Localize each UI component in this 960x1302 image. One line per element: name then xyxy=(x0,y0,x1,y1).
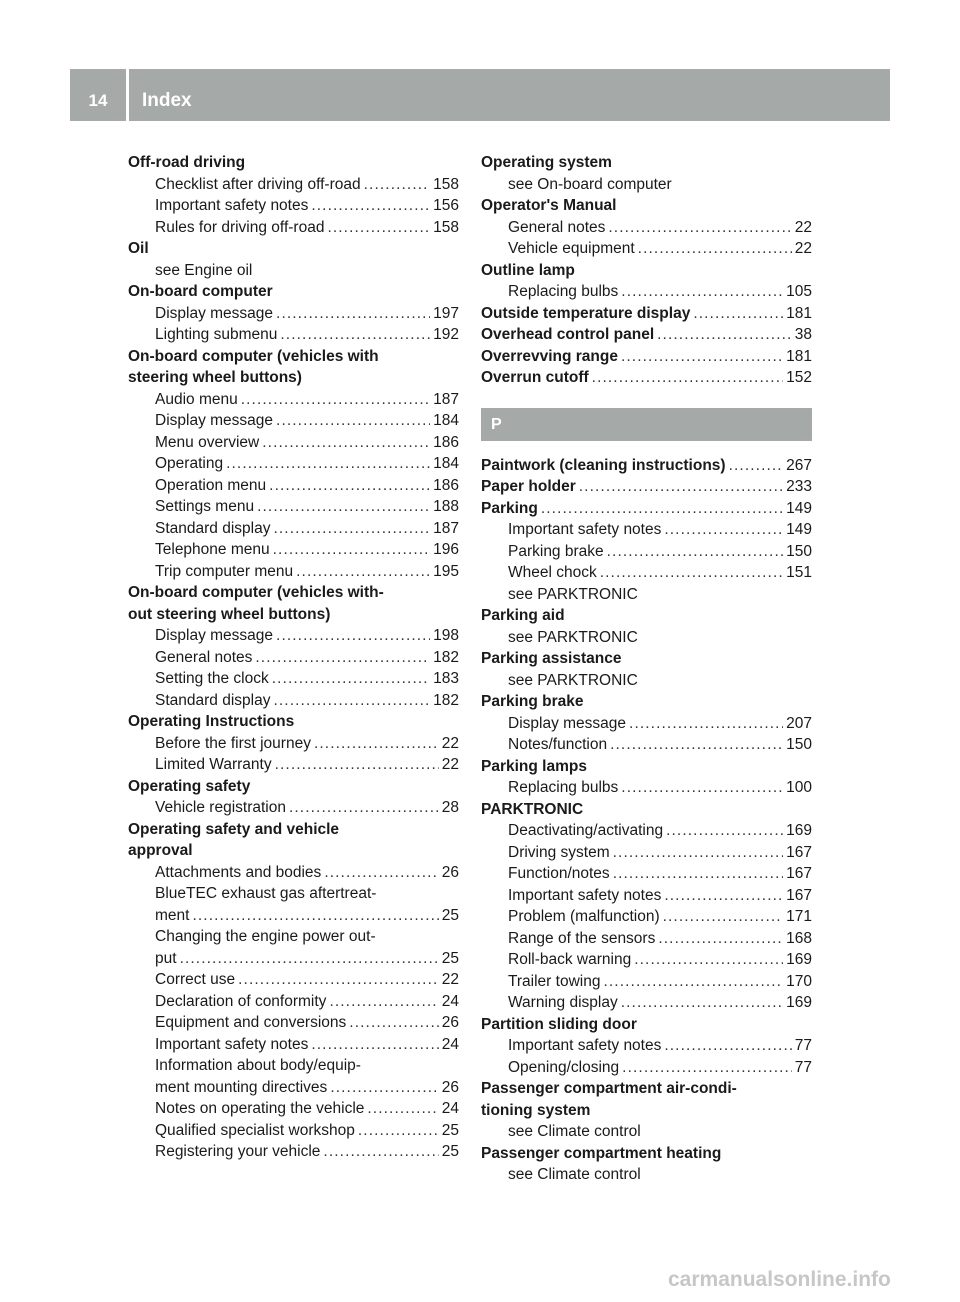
page-reference: 169 xyxy=(786,994,812,1011)
entry-label: General notes xyxy=(155,648,253,666)
dot-leader xyxy=(192,905,438,927)
index-entry xyxy=(481,885,812,907)
page-reference: 169 xyxy=(786,822,812,839)
dot-leader xyxy=(276,303,430,325)
dot-leader xyxy=(311,1034,438,1056)
entry-label: Display message xyxy=(508,714,627,732)
index-heading-entry xyxy=(481,455,812,477)
entry-label: Display message xyxy=(155,627,274,644)
page-reference: 181 xyxy=(786,347,812,365)
dot-leader xyxy=(657,324,792,346)
entry-label: Display message xyxy=(155,412,274,429)
index-entry xyxy=(481,519,812,541)
page-reference: 150 xyxy=(786,542,812,560)
page-reference: 197 xyxy=(433,304,459,322)
entry-label: Setting the clock xyxy=(155,670,269,687)
page-reference: 24 xyxy=(441,992,459,1010)
dot-leader xyxy=(269,475,430,497)
dot-leader xyxy=(349,1012,438,1034)
entry-label: Standard display xyxy=(155,691,271,709)
section-title: Index xyxy=(142,90,192,111)
page-reference: 150 xyxy=(786,736,812,753)
dot-leader xyxy=(608,217,791,239)
index-entry xyxy=(481,541,812,563)
page-reference: 158 xyxy=(433,218,459,236)
index-see-reference: BlueTEC exhaust gas aftertreat- xyxy=(155,885,377,902)
page-reference: 267 xyxy=(786,456,812,474)
entry-label: Vehicle equipment xyxy=(508,240,635,257)
index-entry xyxy=(128,647,459,669)
index-see-reference: see Climate control xyxy=(508,1166,641,1183)
page-reference: 196 xyxy=(433,541,459,558)
index-entry xyxy=(481,971,812,993)
index-entry xyxy=(128,518,459,540)
entry-label: Overrevving range xyxy=(481,347,618,365)
page-reference: 28 xyxy=(441,799,459,816)
dot-leader xyxy=(621,346,783,368)
dot-leader xyxy=(629,713,783,735)
page-reference: 25 xyxy=(441,949,459,967)
page-reference: 187 xyxy=(433,390,459,408)
header-divider xyxy=(126,69,129,121)
entry-label: Lighting submenu xyxy=(155,326,278,343)
entry-label: Outside temperature display xyxy=(481,304,691,322)
page-reference: 187 xyxy=(433,519,459,537)
entry-label: Declaration of conformity xyxy=(155,992,327,1010)
index-heading-entry xyxy=(481,324,812,346)
watermark: carmanualsonline.info xyxy=(668,1268,891,1291)
index-heading: Oil xyxy=(128,240,149,257)
index-see-reference: see Climate control xyxy=(508,1123,641,1140)
index-entry xyxy=(128,1141,459,1163)
page-reference: 169 xyxy=(786,951,812,968)
dot-leader xyxy=(663,906,784,928)
dot-leader xyxy=(579,476,783,498)
index-entry xyxy=(128,1098,459,1120)
entry-label: Display message xyxy=(155,304,274,322)
page-reference: 25 xyxy=(441,1121,459,1139)
dot-leader xyxy=(364,174,431,196)
index-heading: Operator's Manual xyxy=(481,197,617,214)
index-heading-entry xyxy=(481,498,812,520)
index-see-reference: Information about body/equip- xyxy=(155,1057,361,1074)
index-entry xyxy=(128,991,459,1013)
index-heading: Passenger compartment air-condi- xyxy=(481,1080,737,1097)
page-reference: 149 xyxy=(786,499,812,517)
page-reference: 22 xyxy=(441,734,459,752)
index-entry xyxy=(128,1012,459,1034)
index-see-reference: see On-board computer xyxy=(508,175,672,193)
index-heading-entry xyxy=(481,303,812,325)
dot-leader xyxy=(276,410,430,432)
entry-label: Driving system xyxy=(508,843,610,861)
index-entry xyxy=(128,668,459,690)
index-entry xyxy=(128,539,459,561)
index-heading-entry xyxy=(481,476,812,498)
index-heading: Partition sliding door xyxy=(481,1015,637,1033)
index-entry xyxy=(481,928,812,950)
page-reference: 26 xyxy=(441,863,459,881)
entry-label: Replacing bulbs xyxy=(508,779,619,796)
dot-leader xyxy=(358,1120,439,1142)
dot-leader xyxy=(296,561,430,583)
index-entry xyxy=(128,496,459,518)
entry-label: Important safety notes xyxy=(155,1035,309,1053)
dot-leader xyxy=(257,496,430,518)
entry-label: Vehicle registration xyxy=(155,799,286,816)
entry-label: Qualified specialist workshop xyxy=(155,1121,355,1139)
entry-label: Trip computer menu xyxy=(155,562,294,580)
index-entry xyxy=(481,238,812,260)
entry-label: Before the first journey xyxy=(155,734,311,752)
index-entry xyxy=(128,625,459,647)
page-reference: 156 xyxy=(433,197,459,214)
entry-label: Opening/closing xyxy=(508,1058,620,1076)
page-reference: 182 xyxy=(433,648,459,666)
dot-leader xyxy=(276,625,430,647)
dot-leader xyxy=(255,647,430,669)
entry-label: Telephone menu xyxy=(155,541,270,558)
index-see-reference: see PARKTRONIC xyxy=(508,585,638,603)
page-reference: 26 xyxy=(441,1014,459,1031)
entry-label: Important safety notes xyxy=(508,521,662,538)
entry-label: Equipment and conversions xyxy=(155,1014,347,1031)
entry-label: Registering your vehicle xyxy=(155,1143,321,1160)
page-reference: 181 xyxy=(786,304,812,322)
page-reference: 167 xyxy=(786,886,812,904)
index-entry xyxy=(128,797,459,819)
index-entry xyxy=(481,734,812,756)
index-entry xyxy=(481,842,812,864)
page-reference: 151 xyxy=(786,564,812,581)
dot-leader xyxy=(324,862,438,884)
dot-leader xyxy=(603,971,783,993)
page-reference: 25 xyxy=(441,906,459,924)
page-reference: 184 xyxy=(433,455,459,472)
page-reference: 188 xyxy=(433,498,459,515)
entry-label: Overhead control panel xyxy=(481,326,655,343)
page-reference: 149 xyxy=(786,521,812,538)
dot-leader xyxy=(272,668,430,690)
index-heading: Parking brake xyxy=(481,693,584,710)
page-reference: 183 xyxy=(433,670,459,687)
index-heading: Off-road driving xyxy=(128,154,246,171)
dot-leader xyxy=(607,541,783,563)
index-heading: On-board computer (vehicles with- xyxy=(128,584,384,601)
index-entry xyxy=(481,992,812,1014)
entry-label: Rules for driving off-road xyxy=(155,218,325,236)
dot-leader xyxy=(613,842,783,864)
page-reference: 24 xyxy=(441,1035,459,1053)
index-entry xyxy=(128,217,459,239)
index-heading: out steering wheel buttons) xyxy=(128,605,331,623)
dot-leader xyxy=(592,367,783,389)
entry-label: ment xyxy=(155,906,190,924)
page-reference: 152 xyxy=(786,369,812,386)
entry-label: Replacing bulbs xyxy=(508,283,619,300)
page-reference: 184 xyxy=(433,412,459,429)
index-entry xyxy=(128,1077,459,1099)
entry-label: Wheel chock xyxy=(508,564,597,581)
dot-leader xyxy=(634,949,783,971)
dot-leader xyxy=(275,754,439,776)
dot-leader xyxy=(367,1098,438,1120)
index-heading: Operating safety xyxy=(128,777,251,795)
dot-leader xyxy=(262,432,430,454)
index-entry xyxy=(481,863,812,885)
entry-label: Menu overview xyxy=(155,433,260,451)
index-entry xyxy=(128,948,459,970)
index-entry xyxy=(128,432,459,454)
index-entry xyxy=(481,281,812,303)
index-entry xyxy=(128,324,459,346)
page-reference: 22 xyxy=(794,240,812,257)
dot-leader xyxy=(664,885,783,907)
page-reference: 22 xyxy=(441,756,459,773)
dot-leader xyxy=(329,991,438,1013)
entry-label: Notes/function xyxy=(508,736,608,753)
page-reference: 168 xyxy=(786,929,812,947)
dot-leader xyxy=(238,969,439,991)
index-see-reference: see PARKTRONIC xyxy=(508,671,638,689)
index-entry xyxy=(481,713,812,735)
index-entry xyxy=(128,410,459,432)
index-entry xyxy=(128,754,459,776)
entry-label: Limited Warranty xyxy=(155,756,272,773)
entry-label: Roll-back warning xyxy=(508,951,632,968)
page-reference: 100 xyxy=(786,779,812,796)
entry-label: Checklist after driving off-road xyxy=(155,175,361,193)
index-entry xyxy=(128,561,459,583)
index-entry xyxy=(128,453,459,475)
dot-leader xyxy=(311,195,430,217)
index-entry xyxy=(128,905,459,927)
index-entry xyxy=(128,733,459,755)
page-reference: 22 xyxy=(441,971,459,988)
dot-leader xyxy=(180,948,439,970)
entry-label: Audio menu xyxy=(155,390,238,408)
page-reference: 167 xyxy=(786,865,812,882)
index-heading: steering wheel buttons) xyxy=(128,369,302,386)
index-entry xyxy=(481,949,812,971)
header-bar xyxy=(70,69,890,121)
page-reference: 167 xyxy=(786,843,812,861)
entry-label: put xyxy=(155,949,177,967)
page-reference: 22 xyxy=(794,218,812,236)
page-reference: 233 xyxy=(786,478,812,495)
index-heading: Parking assistance xyxy=(481,650,622,667)
entry-label: Paper holder xyxy=(481,478,576,495)
page-number: 14 xyxy=(88,91,108,110)
index-heading: approval xyxy=(128,842,193,859)
dot-leader xyxy=(622,1057,792,1079)
entry-label: Trailer towing xyxy=(508,972,601,990)
dot-leader xyxy=(613,863,783,885)
index-entry xyxy=(481,1035,812,1057)
index-entry xyxy=(481,777,812,799)
index-entry xyxy=(128,475,459,497)
index-entry xyxy=(128,195,459,217)
index-heading: Passenger compartment heating xyxy=(481,1144,722,1162)
entry-label: Important safety notes xyxy=(155,197,309,214)
index-heading: Operating Instructions xyxy=(128,713,295,730)
page-reference: 171 xyxy=(786,908,812,925)
entry-label: Paintwork (cleaning instructions) xyxy=(481,456,726,474)
index-entry xyxy=(128,690,459,712)
dot-leader xyxy=(621,777,783,799)
dot-leader xyxy=(621,992,783,1014)
page-reference: 105 xyxy=(786,283,812,300)
page-reference: 25 xyxy=(441,1143,459,1160)
index-heading: PARKTRONIC xyxy=(481,800,584,818)
dot-leader xyxy=(638,238,792,260)
page-reference: 186 xyxy=(433,433,459,451)
dot-leader xyxy=(323,1141,438,1163)
page-reference: 77 xyxy=(794,1058,812,1076)
dot-leader xyxy=(621,281,783,303)
entry-label: Function/notes xyxy=(508,865,610,882)
entry-label: General notes xyxy=(508,218,606,236)
entry-label: Correct use xyxy=(155,971,236,988)
dot-leader xyxy=(314,733,439,755)
dot-leader xyxy=(273,518,430,540)
index-entry xyxy=(481,906,812,928)
dot-leader xyxy=(226,453,430,475)
entry-label: Parking xyxy=(481,499,538,517)
page-reference: 77 xyxy=(794,1037,812,1054)
index-heading-entry xyxy=(481,346,812,368)
dot-leader xyxy=(541,498,783,520)
page-reference: 24 xyxy=(441,1100,459,1117)
page-reference: 198 xyxy=(433,627,459,644)
index-heading: Parking lamps xyxy=(481,757,587,775)
entry-label: Important safety notes xyxy=(508,1037,662,1054)
entry-label: ment mounting directives xyxy=(155,1078,328,1096)
entry-label: Notes on operating the vehicle xyxy=(155,1100,365,1117)
dot-leader xyxy=(664,519,783,541)
dot-leader xyxy=(280,324,430,346)
index-heading: On-board computer (vehicles with xyxy=(128,347,379,365)
index-heading: tioning system xyxy=(481,1101,591,1119)
index-see-reference: Changing the engine power out- xyxy=(155,928,376,945)
page-reference: 182 xyxy=(433,691,459,709)
dot-leader xyxy=(330,1077,438,1099)
index-entry xyxy=(481,562,812,584)
entry-label: Operating xyxy=(155,455,224,472)
index-entry xyxy=(128,303,459,325)
dot-leader xyxy=(241,389,430,411)
index-heading: Outline lamp xyxy=(481,261,575,279)
index-column-right xyxy=(481,152,812,1186)
index-entry xyxy=(128,1034,459,1056)
entry-label: Deactivating/activating xyxy=(508,822,664,839)
letter-heading: P xyxy=(481,408,812,441)
index-entry xyxy=(128,174,459,196)
entry-label: Attachments and bodies xyxy=(155,863,322,881)
dot-leader xyxy=(666,820,783,842)
index-heading: Parking aid xyxy=(481,607,565,624)
dot-leader xyxy=(327,217,430,239)
entry-label: Warning display xyxy=(508,994,618,1011)
entry-label: Parking brake xyxy=(508,542,604,560)
page-reference: 195 xyxy=(433,562,459,580)
page-reference: 186 xyxy=(433,476,459,494)
page-reference: 38 xyxy=(794,326,812,343)
page-reference: 207 xyxy=(786,714,812,732)
index-entry xyxy=(128,1120,459,1142)
entry-label: Settings menu xyxy=(155,498,255,515)
index-entry xyxy=(128,969,459,991)
dot-leader xyxy=(658,928,783,950)
dot-leader xyxy=(664,1035,791,1057)
index-entry xyxy=(481,1057,812,1079)
dot-leader xyxy=(610,734,783,756)
entry-label: Important safety notes xyxy=(508,886,662,904)
index-heading: On-board computer xyxy=(128,283,273,300)
dot-leader xyxy=(273,690,430,712)
page-reference: 26 xyxy=(441,1078,459,1096)
entry-label: Problem (malfunction) xyxy=(508,908,660,925)
dot-leader xyxy=(273,539,431,561)
index-entry xyxy=(128,389,459,411)
entry-label: Range of the sensors xyxy=(508,929,656,947)
dot-leader xyxy=(600,562,783,584)
entry-label: Overrun cutoff xyxy=(481,369,589,386)
index-entry xyxy=(481,820,812,842)
index-see-reference: see PARKTRONIC xyxy=(508,628,638,646)
page-reference: 170 xyxy=(786,972,812,990)
index-heading: Operating safety and vehicle xyxy=(128,820,340,838)
page-reference: 192 xyxy=(433,326,459,343)
index-entry xyxy=(481,217,812,239)
index-heading: Operating system xyxy=(481,154,612,171)
entry-label: Standard display xyxy=(155,519,271,537)
dot-leader xyxy=(289,797,439,819)
index-see-reference: see Engine oil xyxy=(155,261,253,279)
index-column-left xyxy=(128,152,459,1163)
index-heading-entry xyxy=(481,367,812,389)
dot-leader xyxy=(693,303,783,325)
index-entry xyxy=(128,862,459,884)
entry-label: Operation menu xyxy=(155,476,267,494)
dot-leader xyxy=(729,455,784,477)
page-reference: 158 xyxy=(433,175,459,193)
